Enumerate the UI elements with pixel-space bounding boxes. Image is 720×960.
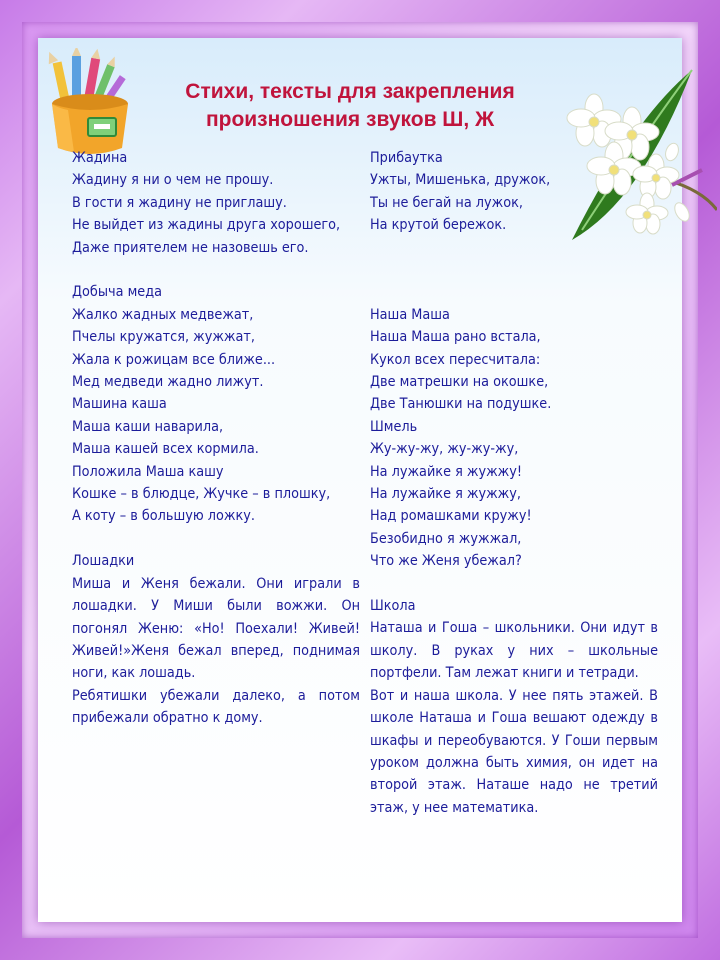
- page-title: [140, 78, 560, 134]
- left-column: [72, 147, 360, 730]
- poem-line: Что же Женя убежал?: [370, 553, 522, 570]
- poem-heading: Шмель: [370, 418, 418, 435]
- text-paragraph: Наташа и Гоша – школьники. Они идут в школу. В руках у них – школьные портфели. Там лежат книги и тетради.: [370, 620, 658, 682]
- poem-line: Положила Маша кашу: [72, 463, 224, 480]
- poem-dobycha-meda: [72, 281, 360, 393]
- poem-line: Даже приятелем не назовешь его.: [72, 239, 309, 256]
- poem-nasha-masha: [370, 304, 658, 416]
- poem-line: Ужты, Мишенька, дружок,: [370, 172, 551, 189]
- poem-line: Наша Маша рано встала,: [370, 329, 541, 346]
- poem-line: Жадину я ни о чем не прошу.: [72, 172, 274, 189]
- poem-heading: Прибаутка: [370, 150, 443, 166]
- poem-heading: Добыча меда: [72, 284, 162, 301]
- poem-line: Кукол всех пересчитала:: [370, 351, 541, 368]
- poem-heading: Жадина: [72, 150, 128, 166]
- text-paragraph: Ребятишки убежали далеко, а потом прибежали обратно к дому.: [72, 687, 360, 727]
- poem-line: На лужайке я жужжу!: [370, 463, 523, 480]
- poem-line: На крутой бережок.: [370, 217, 507, 234]
- poem-line: Две Танюшки на подушке.: [370, 396, 552, 413]
- poem-heading: Наша Маша: [370, 306, 450, 323]
- poem-line: Ты не бегай на лужок,: [370, 194, 523, 211]
- poem-line: Над ромашками кружу!: [370, 508, 532, 525]
- poem-line: На лужайке я жужжу,: [370, 486, 521, 503]
- text-paragraph: Вот и наша школа. У нее пять этажей. В школе Наташа и Гоша вешают одежду в шкафы и переобуваются. У Гоши первым уроком должна быть химия, он идет на второй этаж. Наташе надо не третий этаж, у нее математика.: [370, 687, 658, 816]
- poem-line: Мед медведи жадно лижут.: [72, 374, 264, 391]
- poem-mashina-kasha: [72, 393, 360, 527]
- poem-line: Маша кашей всех кормила.: [72, 441, 259, 458]
- poem-line: Жу-жу-жу, жу-жу-жу,: [370, 441, 519, 458]
- poem-line: Кошке – в блюдце, Жучке – в плошку,: [72, 486, 331, 503]
- poem-line: Маша каши наварила,: [72, 418, 224, 435]
- title-line-2: произношения звуков Ш, Ж: [205, 108, 495, 131]
- poem-line: Две матрешки на окошке,: [370, 374, 549, 391]
- right-column: [370, 147, 658, 819]
- poem-line: Не выйдет из жадины друга хорошего,: [72, 217, 341, 234]
- text-paragraph: Миша и Женя бежали. Они играли в лошадки. У Миши были вожжи. Он погонял Женю: «Но! Поехали! Живей! Живей!»Женя бежал вперед, поднимая ноги, как лошадь.: [72, 575, 360, 682]
- text-shkola: [370, 595, 658, 819]
- poem-shmel: [370, 416, 658, 573]
- poem-heading: Машина каша: [72, 396, 167, 413]
- title-line-1: Стихи, тексты для закрепления: [185, 80, 515, 103]
- poem-line: Жалко жадных медвежат,: [72, 306, 254, 323]
- text-loshadki: [72, 550, 360, 729]
- text-heading: Школа: [370, 598, 416, 615]
- poem-line: Пчелы кружатся, жужжат,: [72, 329, 255, 346]
- poem-zhadina: [72, 147, 360, 259]
- text-heading: Лошадки: [72, 553, 135, 570]
- pencil-cup-icon: [40, 48, 140, 158]
- poem-line: Безобидно я жужжал,: [370, 530, 522, 547]
- poem-pribautka: [370, 147, 658, 237]
- poem-line: Жала к рожицам все ближе...: [72, 351, 276, 368]
- poem-line: В гости я жадину не приглашу.: [72, 194, 287, 211]
- poem-line: А коту – в большую ложку.: [72, 508, 255, 525]
